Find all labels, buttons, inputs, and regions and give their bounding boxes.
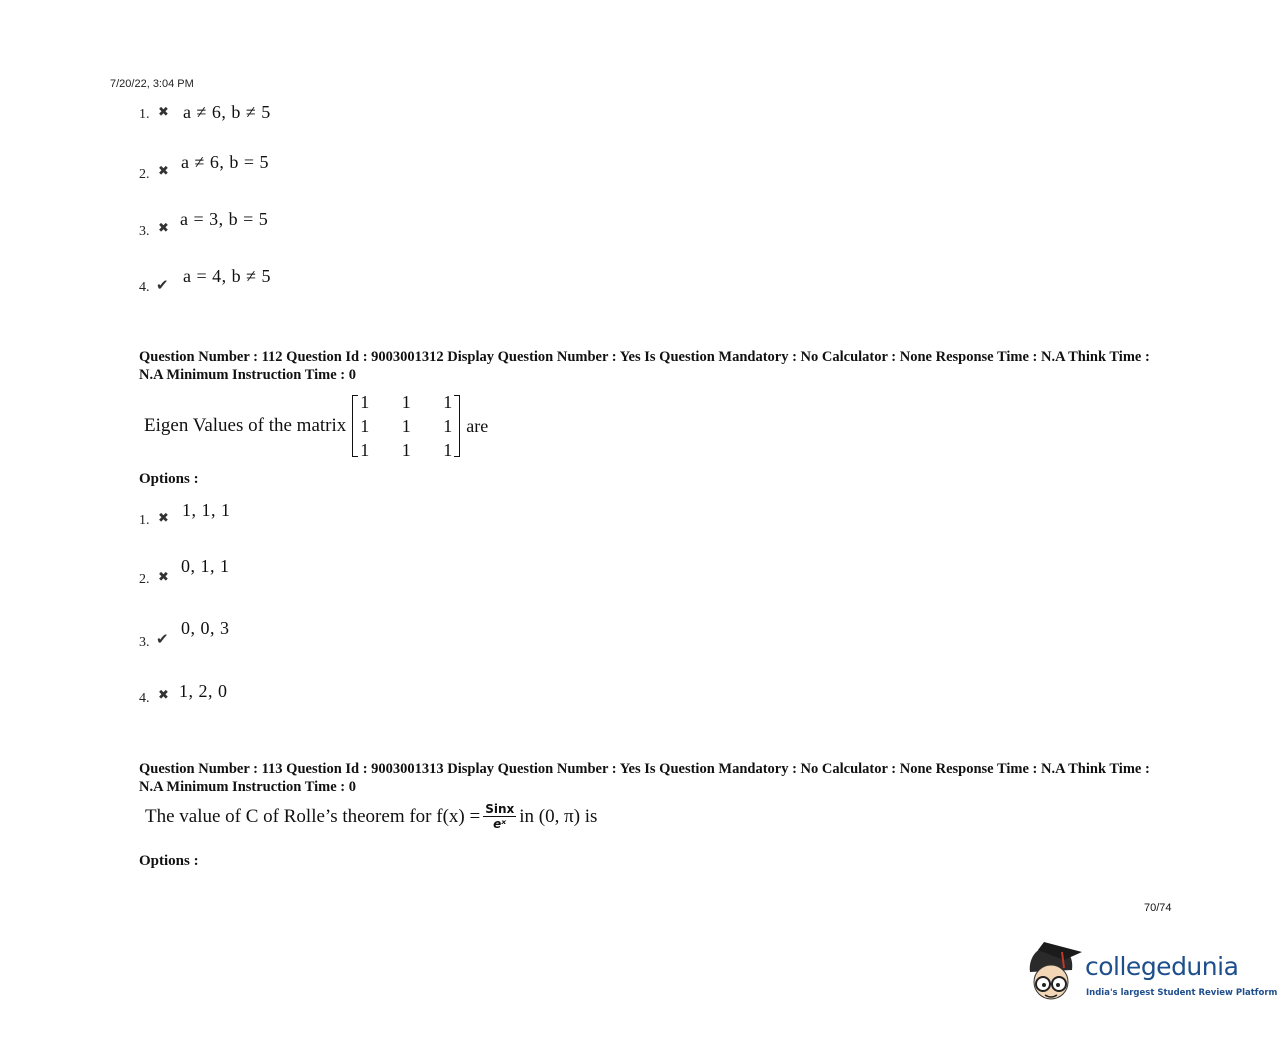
question-113-text-end: in (0, π) is (519, 805, 598, 827)
correct-check-icon: ✔ (156, 276, 169, 294)
options-label: Options : (139, 471, 199, 487)
option-number: 4. (139, 280, 150, 295)
option-number: 1. (139, 513, 150, 528)
matrix-cell: 1 (401, 392, 411, 412)
question-112-header: Question Number : 112 Question Id : 9003001312 Display Question Number : Yes Is Question Mandatory : No Calculator : None Response Time : N.A Think Time : N.A Minimum Instruction Time : 0 (139, 349, 1150, 383)
wrong-mark-icon: ✖ (158, 221, 169, 236)
question-112-text: Eigen Values of the matrix (144, 415, 347, 436)
question-112-body (144, 390, 488, 462)
logo-tagline: India's largest Student Review Platform (1086, 988, 1278, 998)
fraction (483, 802, 516, 831)
correct-check-icon: ✔ (156, 630, 169, 648)
wrong-mark-icon: ✖ (158, 105, 169, 120)
option-text: 1, 2, 0 (179, 681, 228, 701)
fraction-denominator: eˣ (493, 817, 507, 831)
option-text: a ≠ 6, b ≠ 5 (183, 102, 271, 122)
question-112-text-end: are (466, 415, 489, 436)
logo-wordmark: collegedunia (1085, 952, 1239, 981)
option-number: 2. (139, 572, 150, 587)
matrix (352, 390, 460, 462)
matrix-cell: 1 (443, 416, 453, 436)
matrix-cell: 1 (401, 440, 411, 460)
wrong-mark-icon: ✖ (158, 688, 169, 703)
option-text: a ≠ 6, b = 5 (181, 152, 270, 172)
option-number: 1. (139, 107, 150, 122)
wrong-mark-icon: ✖ (158, 570, 169, 585)
fraction-numerator: Sinx (485, 802, 515, 816)
matrix-right-bracket (454, 395, 460, 457)
option-text: 1, 1, 1 (182, 500, 231, 520)
matrix-cell: 1 (360, 416, 370, 436)
options-label: Options : (139, 853, 199, 869)
print-timestamp: 7/20/22, 3:04 PM (110, 78, 194, 90)
question-113-header: Question Number : 113 Question Id : 9003001313 Display Question Number : Yes Is Question Mandatory : No Calculator : None Response Time : N.A Think Time : N.A Minimum Instruction Time : 0 (139, 761, 1150, 795)
question-113-text: The value of C of Rolle’s theorem for f(x) = (145, 805, 481, 827)
matrix-cell: 1 (401, 416, 411, 436)
page-number: 70/74 (1144, 902, 1172, 914)
mascot-logo-icon (1024, 938, 1086, 1008)
matrix-cell: 1 (360, 392, 370, 412)
option-text: 0, 1, 1 (181, 556, 230, 576)
matrix-grid (358, 390, 454, 462)
option-text: a = 4, b ≠ 5 (183, 266, 272, 286)
matrix-cell: 1 (443, 392, 453, 412)
option-text: a = 3, b = 5 (180, 209, 269, 229)
matrix-cell: 1 (360, 440, 370, 460)
option-number: 3. (139, 635, 150, 650)
option-number: 2. (139, 167, 150, 182)
wrong-mark-icon: ✖ (158, 511, 169, 526)
matrix-cell: 1 (443, 440, 453, 460)
wrong-mark-icon: ✖ (158, 164, 169, 179)
question-113-body (145, 802, 597, 831)
option-text: 0, 0, 3 (181, 618, 230, 638)
option-number: 3. (139, 224, 150, 239)
option-number: 4. (139, 691, 150, 706)
